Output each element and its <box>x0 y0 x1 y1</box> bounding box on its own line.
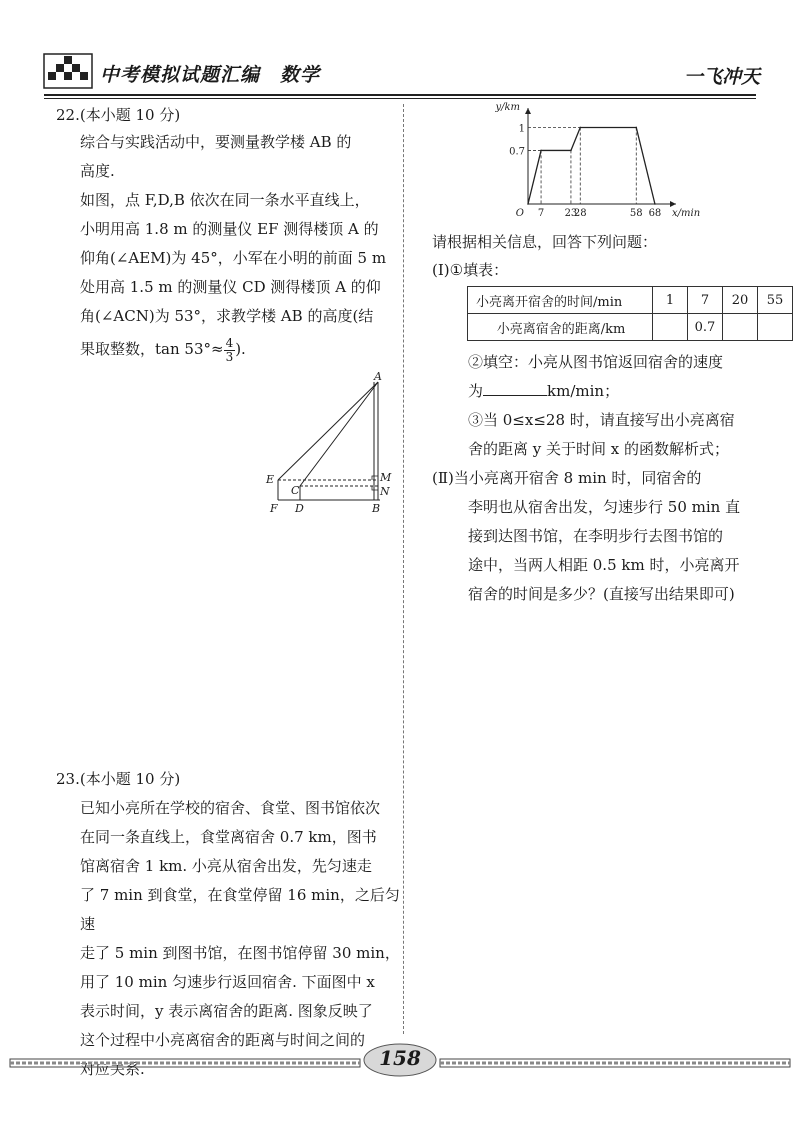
x-tick-label: 7 <box>537 208 545 219</box>
q23-intro: 请根据相关信息，回答下列问题： <box>432 233 658 251</box>
header-rule-thin <box>44 98 756 99</box>
q23-line: 已知小亮所在学校的宿舍、食堂、图书馆依次 <box>80 799 381 817</box>
fill2-prefix: 为 <box>468 382 484 400</box>
y-tick-label: 0.7 <box>509 146 525 158</box>
chart-guides <box>528 127 636 204</box>
q22-heading: 22.(本小题 10 分) <box>56 106 181 124</box>
answer-blank[interactable] <box>483 381 547 396</box>
y-tick-label: 1 <box>518 123 525 135</box>
x-tick-label: 28 <box>573 208 587 219</box>
x-tick-label: 23 <box>564 208 578 219</box>
line-CA <box>300 382 378 486</box>
q22-last-suffix: ). <box>235 340 246 358</box>
q23-fill3-line2: 舍的距离 y 关于时间 x 的函数解析式； <box>468 440 730 458</box>
q23-line: 馆离宿舍 1 km. 小亮从宿舍出发，先匀速走 <box>80 857 372 875</box>
q23-part2-line: 宿舍的时间是多少？(直接写出结果即可) <box>468 585 735 603</box>
book-title: 中考模拟试题汇编 数学 <box>100 64 321 86</box>
q22-line: 角(∠ACN)为 53°，求教学楼 AB 的高度(结 <box>80 307 374 325</box>
label-B: B <box>372 502 381 515</box>
x-tick-label: 68 <box>648 208 662 219</box>
q22-line-last <box>80 335 410 364</box>
y-axis-label: y/km <box>495 102 520 113</box>
q23-line: 了 7 min 到食堂，在食堂停留 16 min，之后匀速 <box>80 886 400 933</box>
q22-line: 综合与实践活动中，要测量教学楼 AB 的 <box>80 133 352 151</box>
table-row-label: 小亮离开宿舍的时间/min <box>468 287 653 314</box>
q23-fill2-line2 <box>468 377 619 406</box>
table-cell: 1 <box>653 287 688 314</box>
label-D: D <box>295 502 304 515</box>
line-EA <box>278 382 378 480</box>
q22-body <box>80 128 410 364</box>
table-cell: 20 <box>723 287 758 314</box>
q23-line: 走了 5 min 到图书馆，在图书馆停留 30 min， <box>80 944 400 962</box>
q22-line: 如图，点 F,D,B 依次在同一条水平直线上， <box>80 191 370 209</box>
q23-part2 <box>432 464 762 609</box>
q23-body <box>80 794 410 1084</box>
x-axis-label: x/min <box>672 208 701 219</box>
q23-part1-heading: (Ⅰ)①填表： <box>432 261 509 279</box>
q23-fill3-line1: ③当 0≤x≤28 时，请直接写出小亮离宿 <box>468 411 735 429</box>
q23-line: 对应关系. <box>80 1060 145 1078</box>
table-row-label: 小亮离宿舍的距离/km <box>468 314 653 341</box>
label-A: A <box>374 370 382 383</box>
table-cell: 7 <box>688 287 723 314</box>
tan-fraction <box>224 337 236 364</box>
x-axis-arrow <box>670 201 676 207</box>
label-N: N <box>380 485 390 498</box>
q22-line: 小明用高 1.8 m 的测量仪 EF 测得楼顶 A 的 <box>80 220 379 238</box>
fraction-denominator: 3 <box>225 349 234 364</box>
q23-line: 用了 10 min 匀速步行返回宿舍. 下面图中 x <box>80 973 375 991</box>
footer-border-left <box>10 1058 360 1068</box>
series-brand: 一飞冲天 <box>683 66 760 88</box>
x-tick-label: 58 <box>629 208 643 219</box>
data-point <box>527 203 529 205</box>
q22-last-prefix: 果取整数，tan 53°≈ <box>80 340 224 358</box>
table-cell-blank[interactable] <box>653 314 688 341</box>
table-cell-blank[interactable] <box>723 314 758 341</box>
label-F: F <box>270 502 278 515</box>
label-C: C <box>291 484 300 497</box>
label-E: E <box>266 473 275 486</box>
y-axis-arrow <box>525 108 531 114</box>
checkered-logo-icon <box>44 54 92 88</box>
chart-axes <box>525 108 676 207</box>
data-point <box>654 203 656 205</box>
table-cell: 55 <box>758 287 793 314</box>
table-cell-blank[interactable] <box>758 314 793 341</box>
q23-part2-line: 接到达图书馆，在李明步行去图书馆的 <box>468 527 724 545</box>
q23-fill2-line1: ②填空：小亮从图书馆返回宿舍的速度 <box>468 353 724 371</box>
table-row <box>468 314 793 341</box>
q23-heading: 23.(本小题 10 分) <box>56 770 181 788</box>
q22-line: 处用高 1.5 m 的测量仪 CD 测得楼顶 A 的仰 <box>80 278 381 296</box>
q23-line: 表示时间，y 表示离宿舍的距离. 图象反映了 <box>80 1002 373 1020</box>
q23-part2-line: 途中，当两人相距 0.5 km 时，小亮离开 <box>468 556 740 574</box>
data-point <box>635 127 637 129</box>
footer-border-right <box>440 1058 790 1068</box>
q22-line: 仰角(∠AEM)为 45°，小军在小明的前面 5 m <box>80 249 387 267</box>
fill2-suffix: km/min； <box>547 382 620 400</box>
data-point <box>579 127 581 129</box>
q23-line: 在同一条直线上，食堂离宿舍 0.7 km，图书 <box>80 828 377 846</box>
right-angle-N <box>372 486 378 490</box>
q22-line: 高度. <box>80 162 115 180</box>
data-point <box>540 150 542 152</box>
label-M: M <box>380 471 392 484</box>
fill-in-table <box>467 286 793 341</box>
chart-labels <box>494 102 700 219</box>
distance-time-chart <box>490 100 701 222</box>
q23-part2-line: 李明也从宿舍出发，匀速步行 50 min 直 <box>468 498 741 516</box>
data-point <box>570 150 572 152</box>
q23-part2-line: (Ⅱ)当小亮离开宿舍 8 min 时，同宿舍的 <box>432 469 702 487</box>
page-number: 158 <box>379 1046 421 1070</box>
right-angle-M <box>372 476 378 480</box>
header-rule <box>44 94 756 96</box>
origin-label: O <box>515 208 524 219</box>
q23-line: 这个过程中小亮离宿舍的距离与时间之间的 <box>80 1031 366 1049</box>
q22-geometry-figure <box>262 368 402 516</box>
fraction-numerator: 4 <box>225 335 234 350</box>
table-cell: 0.7 <box>688 314 723 341</box>
table-row <box>468 287 793 314</box>
